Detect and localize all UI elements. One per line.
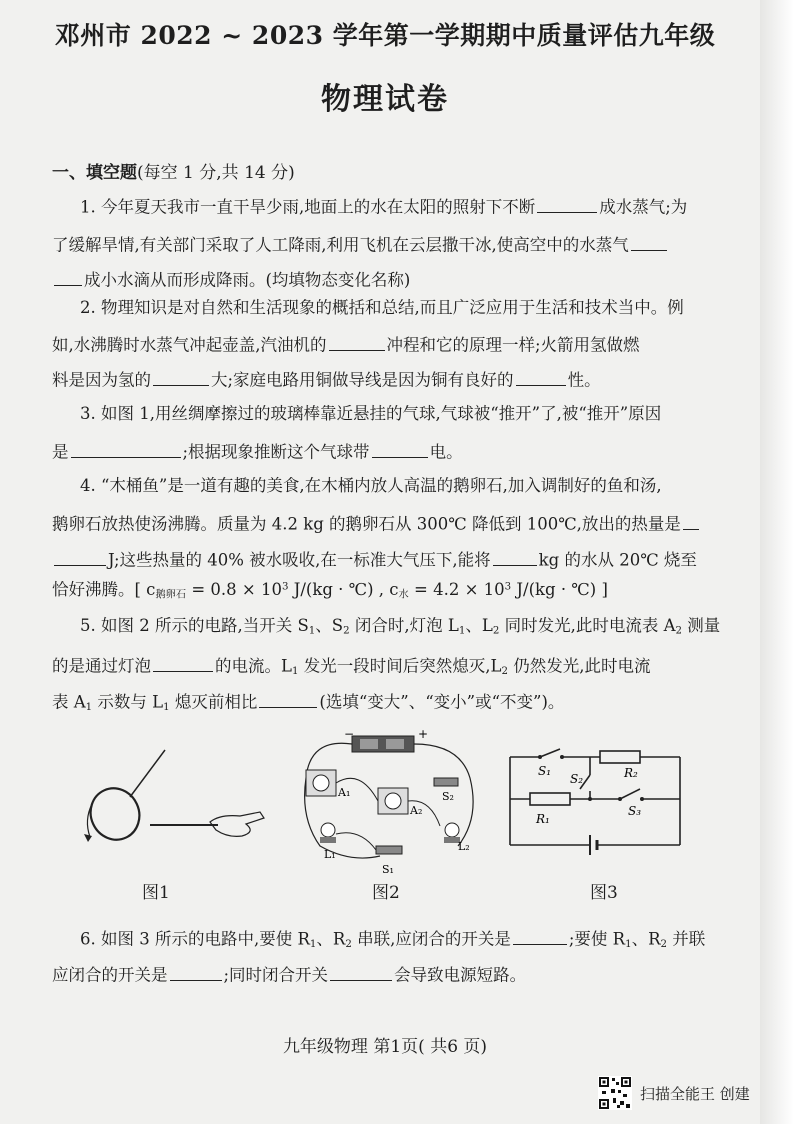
switch-s1 — [376, 846, 402, 854]
q4-formula-sub: 鹅卵石 — [155, 589, 187, 601]
answer-blank[interactable] — [372, 440, 428, 458]
q6-text: 并联 — [667, 929, 706, 949]
question-6-line-1 — [80, 927, 705, 950]
q3-text-d: 电。 — [429, 442, 463, 462]
figure-1-balloon-diagram — [70, 742, 280, 872]
subscript: 1 — [625, 939, 632, 951]
question-4-line-3 — [52, 548, 697, 569]
question-2-line-3 — [52, 368, 601, 389]
switch-s2 — [434, 778, 458, 786]
question-3-line-2 — [52, 440, 463, 461]
scanner-watermark: 扫描全能王 创建 — [640, 1085, 750, 1103]
question-5-line-2 — [52, 654, 650, 677]
answer-blank[interactable] — [54, 548, 106, 566]
question-5-line-3 — [52, 690, 564, 713]
subscript: 1 — [163, 702, 170, 714]
q5-text: 、S — [315, 616, 344, 635]
subscript: 1 — [85, 702, 93, 714]
q1-text-c: 了缓解旱情,有关部门采取了人工降雨,利用飞机在云层撒干冰,使高空中的水蒸气 — [52, 235, 629, 255]
figure-2-caption: 图2 — [372, 883, 400, 903]
wire — [336, 833, 376, 850]
ammeter-dial — [313, 775, 329, 791]
answer-blank[interactable] — [516, 368, 566, 386]
q4-formula-e: J/(kg · ℃) ] — [511, 580, 608, 599]
hanging-string — [130, 750, 165, 797]
answer-blank[interactable] — [54, 268, 82, 286]
q6-text: ;同时闭合开关 — [223, 965, 329, 985]
answer-blank[interactable] — [330, 963, 392, 981]
q2-text-e: 大;家庭电路用铜做导线是因为铜有良好的 — [211, 370, 514, 390]
answer-blank[interactable] — [631, 233, 667, 251]
answer-blank[interactable] — [153, 368, 209, 386]
question-4-line-4 — [52, 582, 608, 601]
q2-text-b: 如,水沸腾时水蒸气冲起壶盖,汽油机的 — [52, 335, 327, 355]
q6-text: 、R — [316, 929, 346, 949]
exam-title: 邓州市 2022 ~ 2023 学年第一学期期中质量评估九年级 — [54, 21, 716, 50]
q4-formula-sup: 3 — [281, 581, 289, 593]
ammeter-a1-label: A₁ — [338, 786, 351, 799]
q4-formula-sup: 3 — [504, 581, 512, 593]
balloon — [82, 780, 147, 847]
subscript: 2 — [345, 939, 352, 951]
figure-1-caption: 图1 — [142, 883, 170, 903]
answer-blank[interactable] — [170, 963, 222, 981]
subscript: 2 — [492, 625, 500, 637]
q2-text-f: 性。 — [567, 370, 601, 390]
section-title: 一、填空题 — [52, 163, 137, 183]
question-1-line-1 — [80, 195, 687, 216]
q4-text-c: J;这些热量的 40% 被水吸收,在一标准大气压下,能将 — [108, 550, 491, 570]
bulb-l1 — [321, 823, 335, 837]
q4-text-b: 鹅卵石放热使汤沸腾。质量为 4.2 kg 的鹅卵石从 300℃ 降低到 100℃,放出的热量是 — [52, 514, 681, 534]
question-5-line-1 — [80, 618, 720, 637]
switch-s2-label: S₂ — [442, 790, 454, 803]
answer-blank[interactable] — [513, 927, 567, 945]
switch-contact — [538, 755, 542, 759]
bulb-base — [320, 837, 336, 843]
q2-text-a: 2. 物理知识是对自然和生活现象的概括和总结,而且广泛应用于生活和技术当中。例 — [80, 298, 684, 317]
q6-text: 串联,应闭合的开关是 — [351, 929, 511, 949]
switch-s3-blade — [620, 789, 640, 799]
exam-subject: 物理试卷 — [321, 82, 449, 117]
wire — [305, 743, 380, 858]
answer-blank[interactable] — [153, 654, 213, 672]
junction-dot — [588, 797, 592, 801]
question-6-line-2 — [52, 963, 526, 984]
subscript: 1 — [309, 939, 317, 951]
battery-plus-label: + — [418, 728, 429, 741]
q4-formula-c: J/(kg · ℃) , c — [288, 580, 399, 599]
switch-s3-label: S₃ — [628, 804, 642, 818]
bulb-l1-label: L₁ — [324, 848, 336, 861]
q5-text: 同时发光,此时电流表 A — [499, 616, 676, 635]
switch-contact — [560, 755, 564, 759]
figure-3-caption: 图3 — [590, 883, 618, 903]
subscript: 2 — [675, 625, 682, 637]
subscript: 2 — [501, 666, 508, 678]
switch-s1-blade — [540, 749, 560, 757]
resistor-r1 — [530, 793, 570, 805]
bulb-l2 — [445, 823, 459, 837]
resistor-r2-label: R₂ — [624, 766, 638, 780]
q2-text-d: 料是因为氢的 — [52, 370, 151, 390]
q5-text: 5. 如图 2 所示的电路,当开关 S — [80, 616, 309, 635]
q4-formula-sub: 水 — [398, 589, 409, 601]
q5-text: 示数与 L — [92, 692, 164, 712]
q5-text: (选填“变大”、“变小”或“不变”)。 — [319, 692, 565, 712]
answer-blank[interactable] — [493, 548, 537, 566]
switch-s1-label: S₁ — [382, 863, 394, 876]
answer-blank[interactable] — [329, 333, 385, 351]
q5-text: 表 A — [52, 692, 86, 712]
page-edge-shadow — [760, 0, 794, 1124]
section-heading — [52, 158, 295, 183]
q5-text: 闭合时,灯泡 L — [349, 616, 459, 635]
answer-blank[interactable] — [537, 195, 597, 213]
subscript: 2 — [343, 625, 350, 637]
q1-text-a: 1. 今年夏天我市一直干旱少雨,地面上的水在太阳的照射下不断 — [80, 197, 536, 217]
q6-text: 、R — [631, 929, 661, 949]
q6-text: 6. 如图 3 所示的电路中,要使 R — [80, 929, 310, 949]
resistor-r2 — [600, 751, 640, 763]
q3-text-c: ;根据现象推断这个气球带 — [182, 442, 370, 462]
qr-code-icon — [598, 1076, 632, 1110]
q5-text: 仍然发光,此时电流 — [507, 656, 651, 676]
q5-text: 、L — [465, 616, 493, 635]
hand-holding-rod — [210, 812, 264, 836]
subscript: 1 — [291, 666, 299, 678]
q5-text: 熄灭前相比 — [169, 692, 258, 712]
question-2-line-2 — [52, 333, 640, 354]
q3-text-b: 是 — [52, 442, 69, 462]
q6-text: 应闭合的开关是 — [52, 965, 168, 985]
question-4-line-1 — [80, 478, 662, 495]
q5-text: 的电流。L — [215, 656, 292, 676]
question-1-line-2 — [52, 233, 669, 254]
answer-blank[interactable] — [71, 440, 181, 458]
q4-formula-b: = 0.8 × 10 — [186, 580, 282, 599]
q4-formula-d: = 4.2 × 10 — [408, 580, 505, 599]
bulb-l2-label: L₂ — [458, 840, 470, 853]
q4-text-d: kg 的水从 20℃ 烧至 — [538, 550, 697, 570]
q4-text-a: 4. “木桶鱼”是一道有趣的美食,在木桶内放人高温的鹅卵石,加入调制好的鱼和汤, — [80, 476, 662, 495]
q1-text-d: 成小水滴从而形成降雨。(均填物态变化名称) — [84, 270, 411, 290]
figure-3-circuit-schematic — [500, 745, 690, 865]
q3-text-a: 3. 如图 1,用丝绸摩擦过的玻璃棒靠近悬挂的气球,气球被“推开”了,被“推开”原因 — [80, 404, 662, 423]
q5-text: 的是通过灯泡 — [52, 656, 151, 676]
question-1-line-3 — [52, 268, 410, 289]
subscript: 1 — [308, 625, 316, 637]
q6-text: ;要使 R — [568, 929, 626, 949]
subscript: 2 — [660, 939, 668, 951]
question-3-line-1 — [80, 406, 661, 423]
subscript: 1 — [458, 625, 466, 637]
q5-text: 发光一段时间后突然熄灭,L — [298, 656, 502, 676]
answer-blank[interactable] — [683, 512, 699, 530]
battery-cell — [386, 739, 404, 749]
arrow-head — [84, 834, 92, 842]
figure-2-circuit-photo — [290, 728, 490, 878]
ammeter-dial — [385, 793, 401, 809]
ammeter-a2-label: A₂ — [410, 804, 423, 817]
q1-text-b: 成水蒸气;为 — [599, 197, 688, 217]
resistor-r1-label: R₁ — [536, 812, 550, 826]
q6-text: 会导致电源短路。 — [394, 965, 527, 985]
switch-contact — [618, 797, 622, 801]
question-4-line-2 — [52, 512, 701, 533]
q5-text: 测量 — [682, 616, 721, 635]
battery-minus-label: − — [344, 728, 355, 741]
q2-text-c: 冲程和它的原理一样;火箭用氢做燃 — [386, 335, 640, 355]
answer-blank[interactable] — [259, 690, 317, 708]
switch-s1-label: S₁ — [538, 764, 552, 778]
switch-s2-label: S₂ — [570, 772, 584, 786]
question-2-line-1 — [80, 300, 684, 317]
page-footer: 九年级物理 第1页( 共6 页) — [282, 1037, 488, 1057]
section-score-note: (每空 1 分,共 14 分) — [137, 163, 295, 183]
switch-contact — [640, 797, 644, 801]
q4-formula-a: 恰好沸腾。[ c — [52, 580, 156, 599]
battery-cell — [360, 739, 378, 749]
